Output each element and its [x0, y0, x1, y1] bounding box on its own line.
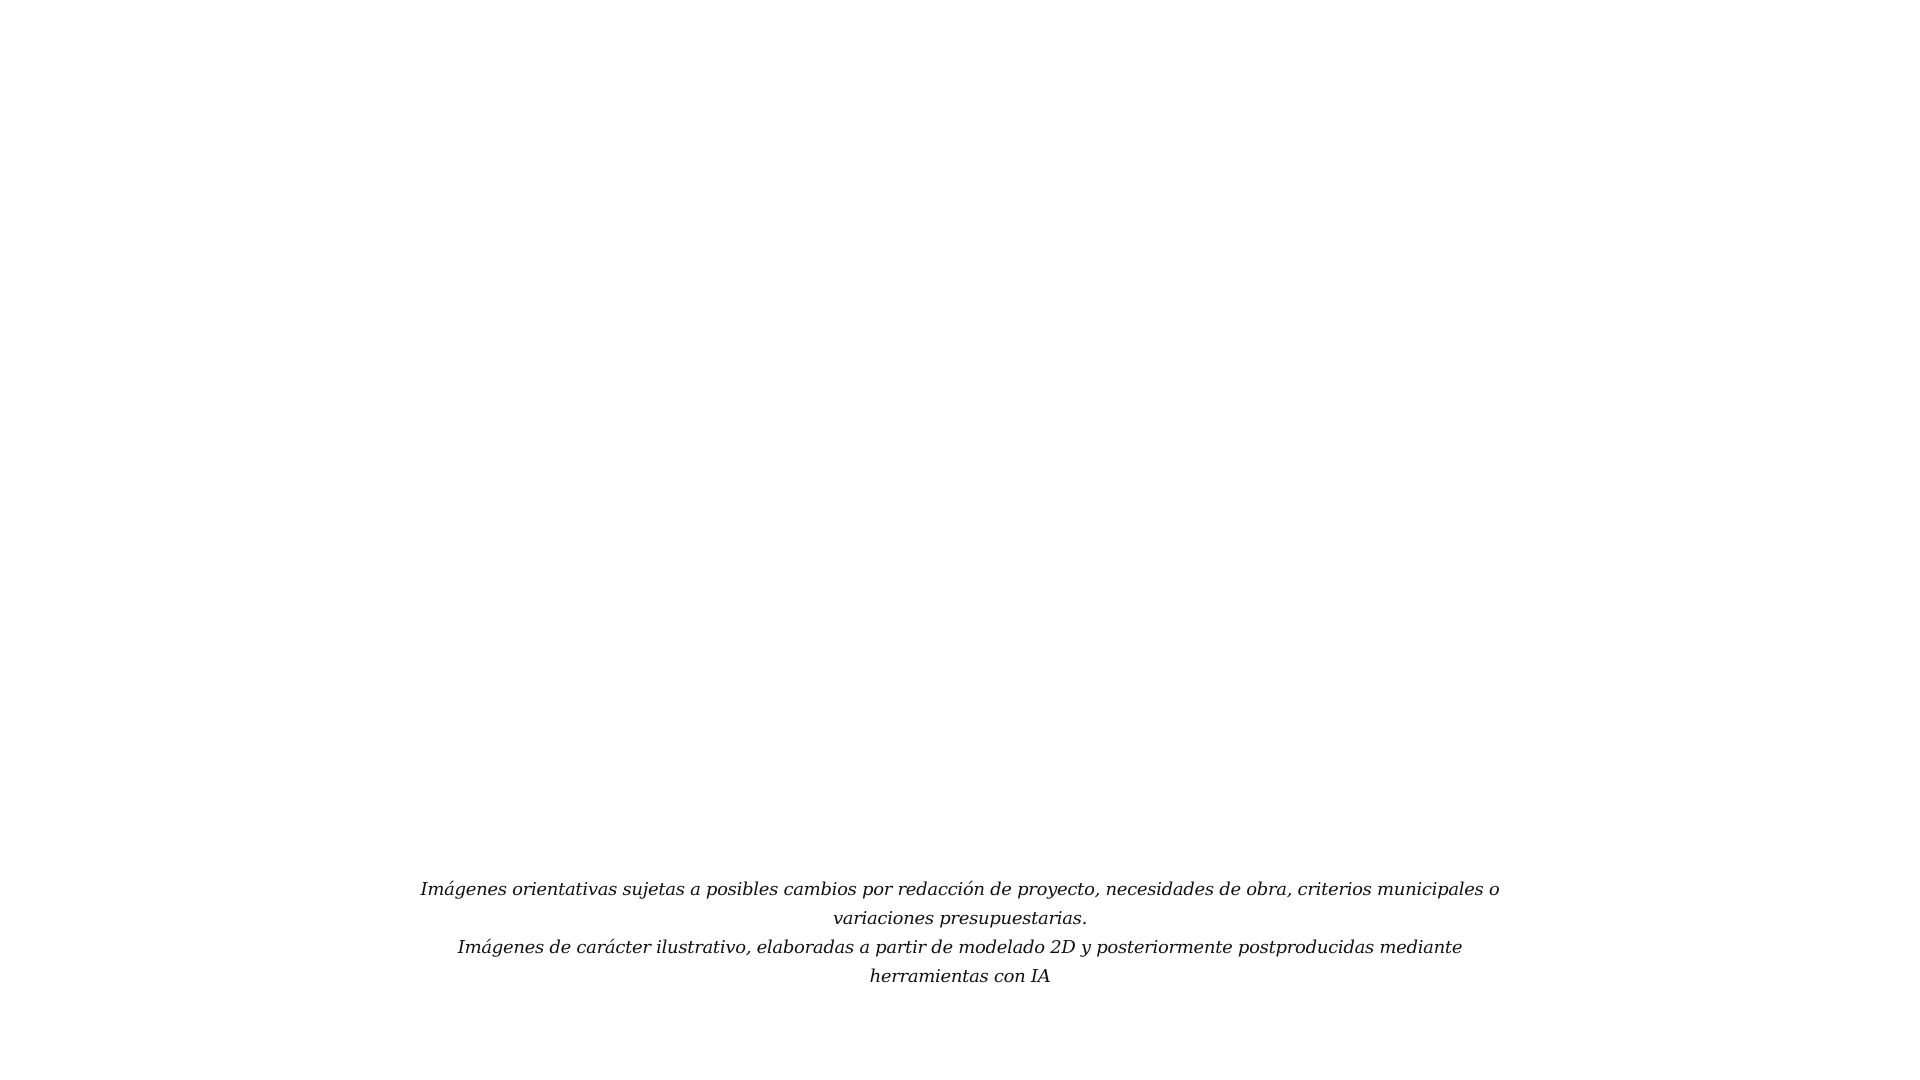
- disclaimer-note: [420, 875, 1500, 991]
- disclaimer-line-orientative: Imágenes orientativas sujetas a posibles cambios por redacción de proyecto, necesidades de obra, criterios municipales o variaciones presupuestarias.: [420, 879, 1500, 929]
- disclaimer-line-illustrative: Imágenes de carácter ilustrativo, elaboradas a partir de modelado 2D y posteriormente postproducidas mediante herramientas con IA: [457, 937, 1463, 987]
